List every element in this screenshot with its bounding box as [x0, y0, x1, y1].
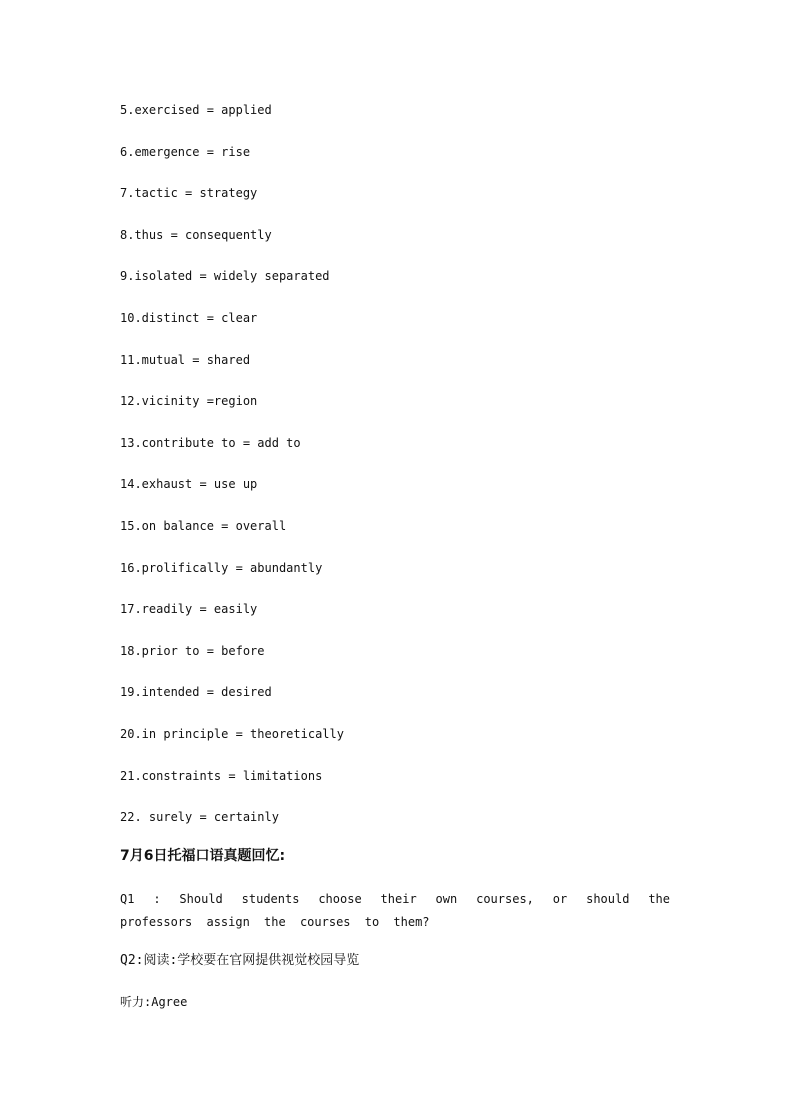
vocab-item: 10.distinct = clear — [120, 310, 258, 325]
question-2: Q2:阅读:学校要在官网提供视觉校园导览 — [120, 953, 360, 968]
vocab-item: 16.prolifically = abundantly — [120, 560, 323, 575]
question-1: Q1 : Should students choose their own courses, or should the professors assign the courses to them? — [120, 892, 670, 929]
vocab-item: 15.on balance = overall — [120, 518, 287, 533]
vocab-item: 22. surely = certainly — [120, 810, 279, 825]
vocab-item: 12.vicinity =region — [120, 394, 258, 409]
section-heading: 7月6日托福口语真题回忆: — [120, 848, 286, 864]
vocab-item: 13.contribute to = add to — [120, 435, 301, 450]
vocab-item: 6.emergence = rise — [120, 144, 251, 159]
vocab-item: 19.intended = desired — [120, 685, 272, 700]
vocab-item: 21.constraints = limitations — [120, 768, 323, 783]
listening-note: 听力:Agree — [120, 995, 188, 1009]
vocab-item: 9.isolated = widely separated — [120, 269, 330, 284]
vocab-item: 17.readily = easily — [120, 602, 258, 617]
vocab-item: 7.tactic = strategy — [120, 186, 258, 201]
vocab-item: 8.thus = consequently — [120, 227, 272, 242]
vocabulary-list — [120, 100, 680, 849]
vocab-item: 20.in principle = theoretically — [120, 726, 344, 741]
vocab-item: 14.exhaust = use up — [120, 477, 258, 492]
vocab-item: 5.exercised = applied — [120, 103, 272, 117]
vocab-item: 18.prior to = before — [120, 643, 265, 658]
vocab-item: 11.mutual = shared — [120, 352, 251, 367]
